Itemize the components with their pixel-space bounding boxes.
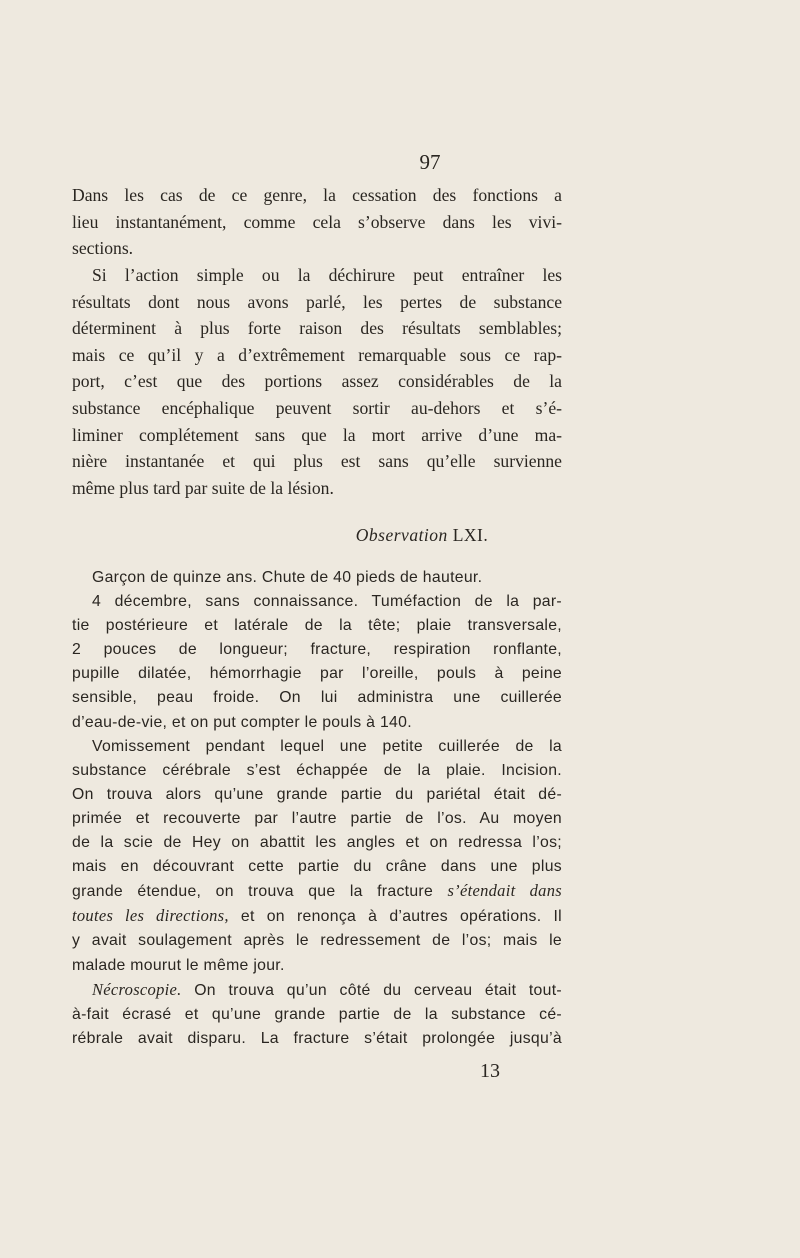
text-line: Vomissement pendant lequel une petite cuillerée de la [92, 737, 562, 755]
text-line [72, 978, 562, 1003]
text-line: liminer complétement sans que la mort arrive d’une ma- [72, 424, 562, 445]
signature-mark: 13 [480, 1060, 500, 1082]
text-line: tie postérieure et latérale de la tête; plaie transversale, [72, 617, 562, 635]
text-segment: On trouva qu’un côté du cerveau était tout- [194, 981, 562, 999]
text-line: primée et recouverte par l’autre partie de l’os. Au moyen [72, 809, 562, 827]
observation-heading [22, 525, 800, 546]
text-segment: grande étendue, on trouva que la fracture [72, 883, 434, 901]
text-segment: et on renonça à d’autres opérations. Il [240, 908, 562, 926]
text-line: résultats dont nous avons parlé, les pertes de substance [72, 291, 562, 312]
observation-body [72, 566, 562, 1051]
text-line: malade mourut le même jour. [72, 956, 285, 974]
text-line: Si l’action simple ou la déchirure peut entraîner les [92, 265, 562, 285]
text-line: substance encéphalique peuvent sortir au-dehors et s’é- [72, 397, 562, 418]
text-line: à-fait écrasé et qu’une grande partie de la substance cé- [72, 1005, 562, 1023]
text-line: port, c’est que des portions assez considérables de la [72, 371, 562, 392]
paragraph-2 [72, 262, 562, 501]
text-line: mais en découvrant cette partie du crâne dans une plus [72, 858, 562, 876]
italic-segment: Nécroscopie. [92, 979, 182, 999]
italic-segment: s’étendait dans [447, 881, 562, 901]
text-line: même plus tard par suite de la lésion. [72, 477, 334, 498]
text-line: mais ce qu’il y a d’extrêmement remarquable sous ce rap- [72, 344, 562, 365]
text-line: sensible, peau froide. On lui administra une cuillerée [72, 689, 562, 707]
text-line: 2 pouces de longueur; fracture, respiration ronflante, [72, 641, 562, 659]
text-line: de la scie de Hey on abattit les angles et on redressa l’os; [72, 834, 562, 852]
text-line: d’eau-de-vie, et on put compter le pouls à 140. [72, 713, 412, 731]
observation-label: Observation [355, 525, 448, 545]
text-line: pupille dilatée, hémorrhagie par l’oreille, pouls à peine [72, 665, 562, 683]
text-line: déterminent à plus forte raison des résultats semblables; [72, 318, 562, 339]
text-line: y avait soulagement après le redressement de l’os; mais le [72, 932, 562, 950]
text-line: Dans les cas de ce genre, la cessation des fonctions a [72, 185, 562, 205]
text-line: lieu instantanément, comme cela s’observe dans les vivi- [72, 211, 562, 232]
text-line: rébrale avait disparu. La fracture s’était prolongée jusqu’à [72, 1029, 562, 1047]
text-line: On trouva alors qu’une grande partie du pariétal était dé- [72, 785, 562, 803]
paragraph-1 [72, 182, 562, 262]
text-line: substance cérébrale s’est échappée de la plaie. Incision. [72, 761, 562, 779]
italic-segment: toutes les directions, [72, 906, 229, 926]
text-line: Garçon de quinze ans. Chute de 40 pieds de hauteur. [92, 569, 483, 586]
text-line [72, 879, 562, 904]
text-line: nière instantanée et qui plus est sans qu’elle survienne [72, 451, 562, 472]
text-line: sections. [72, 238, 134, 259]
page-number: 97 [419, 150, 441, 174]
text-line [72, 904, 562, 929]
text-line: 4 décembre, sans connaissance. Tuméfaction de la par- [92, 593, 562, 611]
observation-number: LXI. [452, 525, 489, 545]
